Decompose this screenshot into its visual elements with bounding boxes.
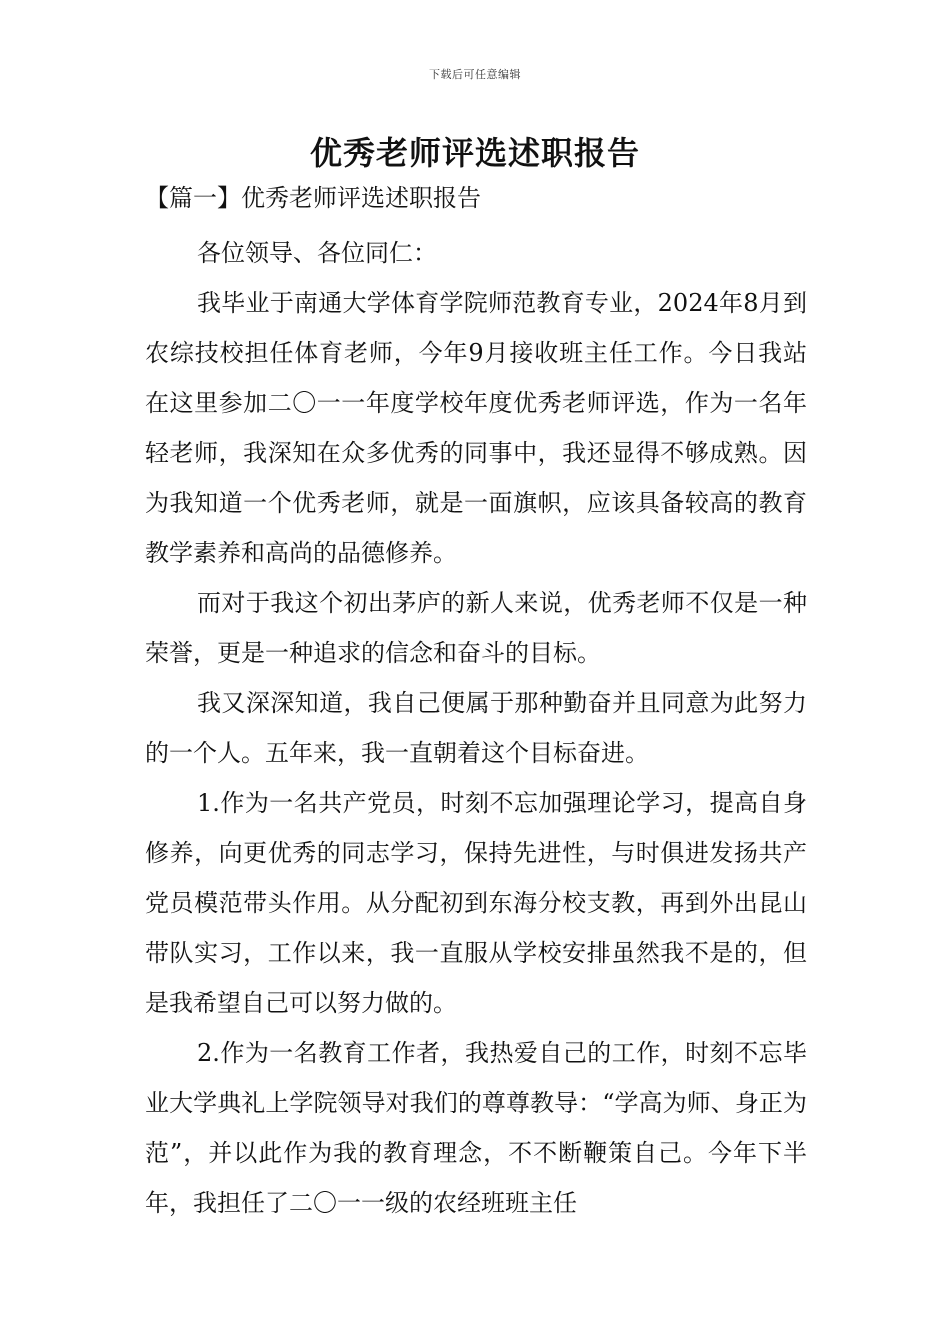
header-note: 下载后可任意编辑 (429, 68, 521, 81)
paragraph-item-2: 2.作为一名教育工作者，我热爱自己的工作，时刻不忘毕业大学典礼上学院领导对我们的尊尊教导：“学高为师、身正为范”，并以此作为我的教育理念，不不断鞭策自己。今年下半年，我担任了二〇一一级的农经班班主任 (145, 1039, 807, 1217)
paragraph-effort: 我又深深知道，我自己便属于那种勤奋并且同意为此努力的一个人。五年来，我一直朝着这个目标奋进。 (145, 689, 807, 767)
paragraph-intro: 我毕业于南通大学体育学院师范教育专业，2024年8月到农综技校担任体育老师，今年9月接收班主任工作。今日我站在这里参加二〇一一年度学校年度优秀老师评选，作为一名年轻老师，我深知在众多优秀的同事中，我还显得不够成熟。因为我知道一个优秀老师，就是一面旗帜，应该具备较高的教育教学素养和高尚的品德修养。 (145, 289, 807, 567)
document-title: 优秀老师评选述职报告 (309, 134, 640, 172)
paragraph-item-1: 1.作为一名共产党员，时刻不忘加强理论学习，提高自身修养，向更优秀的同志学习，保持先进性，与时俱进发扬共产党员模范带头作用。从分配初到东海分校支教，再到外出昆山带队实习，工作以来，我一直服从学校安排虽然我不是的，但是我希望自己可以努力做的。 (145, 789, 807, 1017)
section-heading: 【篇一】优秀老师评选述职报告 (145, 184, 481, 212)
paragraph-goal: 而对于我这个初出茅庐的新人来说，优秀老师不仅是一种荣誉，更是一种追求的信念和奋斗的目标。 (145, 589, 807, 667)
document-body (145, 178, 807, 1228)
paragraph-greeting: 各位领导、各位同仁： (197, 239, 437, 267)
